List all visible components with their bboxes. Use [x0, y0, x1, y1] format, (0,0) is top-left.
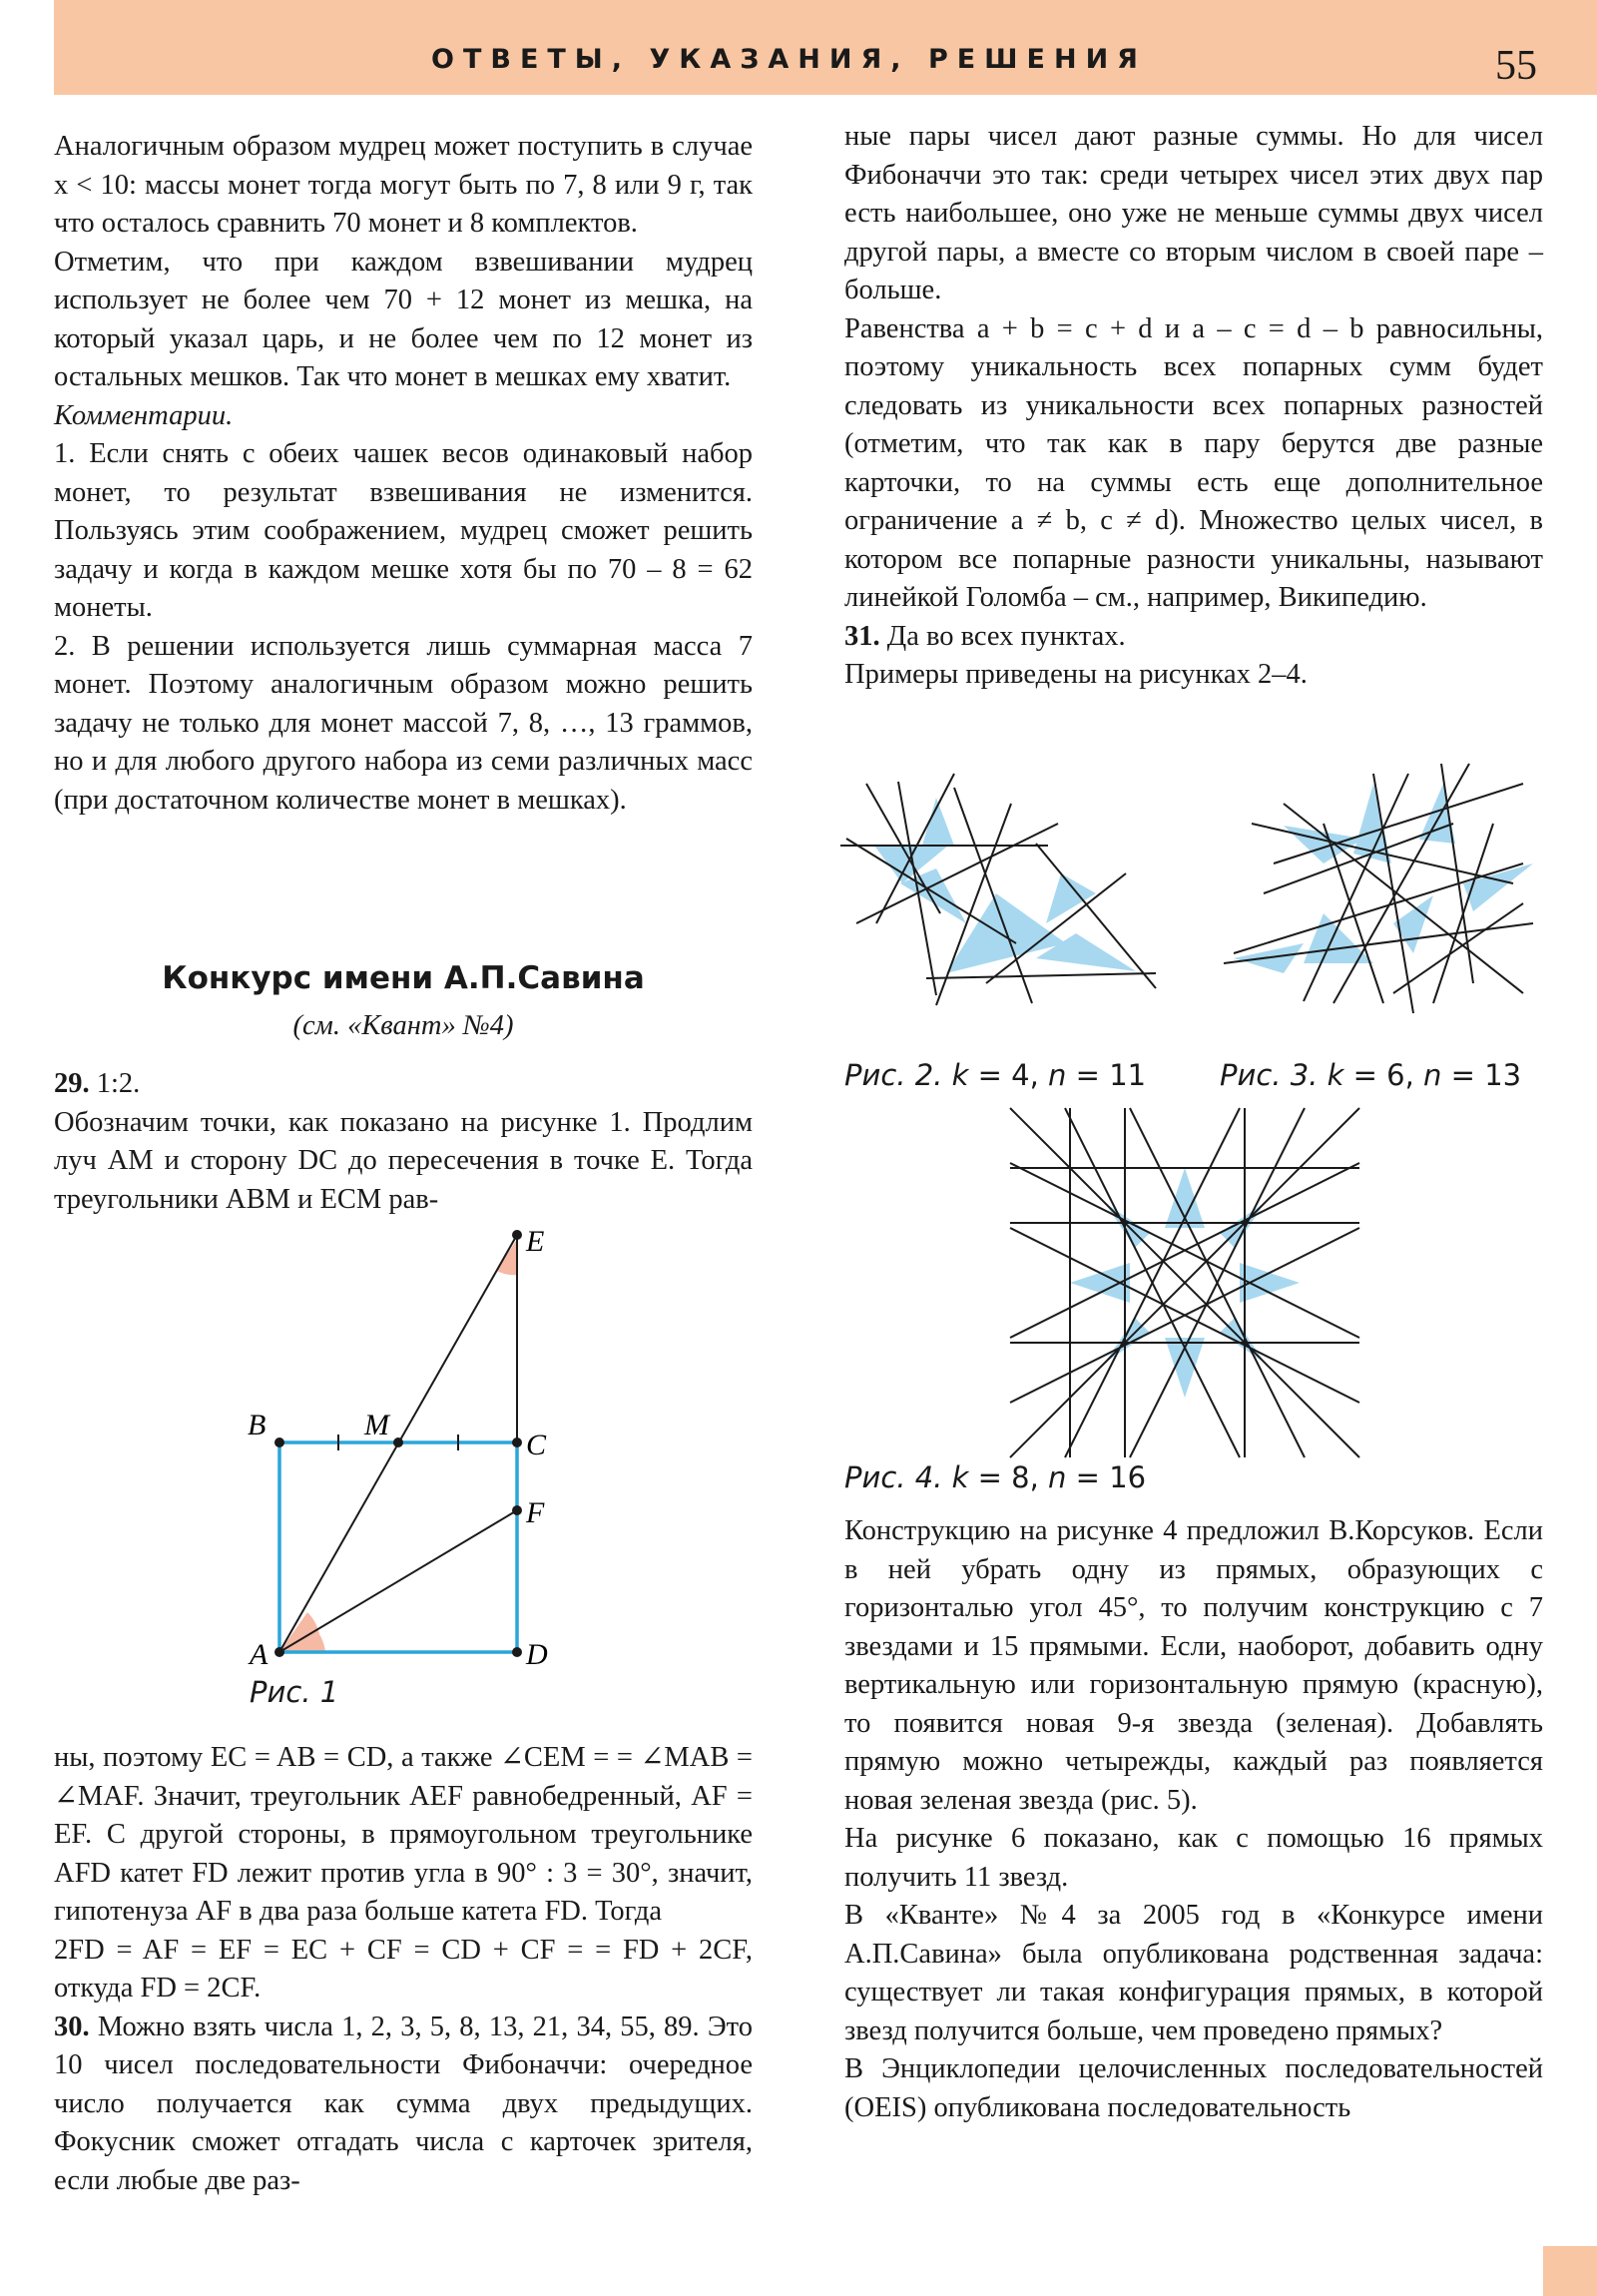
header-title: ОТВЕТЫ, УКАЗАНИЯ, РЕШЕНИЯ: [431, 44, 1147, 75]
section-title: Конкурс имени А.П.Савина: [162, 960, 645, 996]
right-column-top: [844, 118, 1543, 695]
label-m: M: [364, 1409, 389, 1441]
right-column-bottom: [844, 1512, 1543, 2127]
figure-4-caption: Рис. 4. k = 8, n = 16: [844, 1460, 1147, 1494]
square-abcd: [279, 1442, 517, 1652]
point-c: [512, 1437, 522, 1447]
problem-31-text: Да во всех пунктах.: [886, 620, 1126, 652]
point-f: [512, 1505, 522, 1515]
figure-4: [1010, 1108, 1359, 1457]
paragraph: В «Кванте» №4 за 2005 год в «Конкурсе имени А.П.Савина» была опубликована родственная задача: существует ли такая конфигурация прямых, в которой звезд получится больше, чем проведено прямых?: [844, 1900, 1543, 2046]
point-a: [274, 1647, 284, 1657]
paragraph: 2FD = AF = EF = EC + CF = CD + CF = = FD + 2CF, откуда FD = 2CF.: [54, 1934, 753, 2004]
figure-3-caption: Рис. 3. k = 6, n = 13: [1220, 1058, 1522, 1092]
label-c: C: [526, 1429, 547, 1461]
fig4-prefix: Рис. 4.: [844, 1460, 943, 1494]
problem-30-text: Можно взять числа 1, 2, 3, 5, 8, 13, 21, 34, 55, 89. Это 10 чисел последовательности Фибоначчи: очередное число получается как сумма двух предыдущих. Фокусник сможет отгадать числа с карточек зрителя, если любые две раз-: [54, 2010, 753, 2196]
paragraph: Конструкцию на рисунке 4 предложил В.Корсуков. Если в ней убрать одну из прямых, образующих с горизонталью угол 45°, то получим конструкцию с 7 звездами и 15 прямыми. Если, наоборот, добавить одну вертикальную или горизонтальную прямую (красную), то появится новая 9-я звезда (зеленая). Добавлять прямую можно четырежды, каждый раз появляется новая зеленая звезда (рис. 5).: [844, 1515, 1543, 1816]
fig2-k-label: k: [951, 1058, 969, 1092]
left-column-top: [54, 128, 753, 820]
figure-2: [836, 774, 1166, 1013]
angle-marker-e: [497, 1239, 517, 1275]
problem-29-text: Обозначим точки, как показано на рисунке 1. Продлим луч AM и сторону DC до пересечения в точке E. Тогда треугольники ABM и ECM рав-: [54, 1106, 753, 1215]
paragraph: ные пары чисел дают разные суммы. Но для чисел Фибоначчи это так: среди четырех чисел этих двух пар есть наибольшее, оно уже не меньше суммы двух чисел другой пары, а вместе со вторым числом в своей паре – больше.: [844, 121, 1543, 305]
problem-31-note: Примеры приведены на рисунках 2–4.: [844, 659, 1308, 690]
label-d: D: [526, 1638, 548, 1671]
star-line: [1333, 764, 1469, 1003]
problem-31-number: 31.: [844, 620, 880, 652]
point-e: [512, 1230, 522, 1240]
label-a: A: [250, 1638, 268, 1671]
point-m: [393, 1437, 403, 1447]
page-number: 55: [1495, 43, 1537, 89]
paragraph: 2. В решении используется лишь суммарная масса 7 монет. Поэтому аналогичным образом можно решить задачу не только для монет массой 7, 8, …, 13 граммов, но и для любого другого набора из семи различных масс (при достаточном количестве монет в мешках).: [54, 630, 753, 816]
fig2-k: 4: [1011, 1058, 1030, 1092]
fig4-n-label: n: [1048, 1460, 1067, 1494]
label-e: E: [526, 1225, 545, 1258]
figure-2-caption: Рис. 2. k = 4, n = 11: [844, 1058, 1147, 1092]
point-d: [512, 1647, 522, 1657]
line-af: [279, 1510, 517, 1652]
fig2-prefix: Рис. 2.: [844, 1058, 943, 1092]
fig3-prefix: Рис. 3.: [1220, 1058, 1319, 1092]
paragraph: ны, поэтому EC = AB = CD, а также ∠CEM = = ∠MAB = ∠MAF. Значит, треугольник AEF равнобедренный, AF = EF. С другой стороны, в прямоугольном треугольнике AFD катет FD лежит против угла в 90° : 3 = 30°, значит, гипотенуза AF в два раза больше катета FD. Тогда: [54, 1742, 753, 1927]
figure-3: [1224, 764, 1543, 1013]
page-header: [54, 0, 1597, 95]
comments-heading: Комментарии.: [54, 399, 234, 431]
fig4-k: 8: [1011, 1460, 1030, 1494]
star-line: [1373, 774, 1413, 1013]
left-column-bottom: [54, 1739, 753, 2200]
paragraph: Аналогичным образом мудрец может поступить в случае x < 10: массы монет тогда могут быть по 7, 8 или 9 г, так что осталось сравнить 70 монет и 8 комплектов.: [54, 131, 753, 239]
fig2-n: 11: [1109, 1058, 1147, 1092]
paragraph: В Энциклопедии целочисленных последовательностей (OEIS) опубликована последовательность: [844, 2053, 1543, 2123]
section-subtitle: (см. «Квант» №4): [292, 1010, 514, 1041]
star-line: [954, 788, 1032, 1003]
problem-30-number: 30.: [54, 2010, 90, 2042]
corner-tab: [1543, 2246, 1597, 2296]
figure-1: [230, 1223, 549, 1682]
point-b: [274, 1437, 284, 1447]
star-line: [926, 973, 1156, 978]
fig2-n-label: n: [1048, 1058, 1067, 1092]
paragraph: 1. Если снять с обеих чашек весов одинаковый набор монет, то результат взвешивания не изменится. Пользуясь этим соображением, мудрец сможет решить задачу и когда в каждом мешке хотя бы по 70 – 8 = 62 монеты.: [54, 438, 753, 623]
paragraph: На рисунке 6 показано, как с помощью 16 прямых получить 11 звезд.: [844, 1823, 1543, 1893]
problem-29-number: 29.: [54, 1068, 90, 1099]
fig4-k-label: k: [951, 1460, 969, 1494]
figure-1-caption: Рис. 1: [250, 1675, 339, 1709]
fig3-k-label: k: [1327, 1058, 1344, 1092]
fig3-k: 6: [1386, 1058, 1405, 1092]
label-b: B: [248, 1409, 266, 1441]
fig4-n: 16: [1109, 1460, 1147, 1494]
fig3-n-label: n: [1423, 1058, 1442, 1092]
paragraph: Равенства a + b = c + d и a – c = d – b равносильны, поэтому уникальность всех попарных сумм будет следовать из уникальности всех попарных разностей (отметим, что так как в пару берутся две разные карточки, то на суммы есть еще дополнительное ограничение a ≠ b, c ≠ d). Множество целых чисел, в котором все попарные разности уникальны, называют линейкой Голомба – см., например, Википедию.: [844, 312, 1543, 613]
problem-29-answer: 1:2.: [96, 1068, 141, 1099]
star-line: [1433, 824, 1493, 1003]
fig3-n: 13: [1484, 1058, 1522, 1092]
problem-29: [54, 1065, 753, 1219]
star-line: [1234, 863, 1523, 953]
label-f: F: [526, 1496, 545, 1529]
paragraph: Отметим, что при каждом взвешивании мудрец использует не более чем 70 + 12 монет из мешка, на который указал царь, и не более чем по 12 монет из остальных мешков. Так что монет в мешках ему хватит.: [54, 246, 753, 392]
